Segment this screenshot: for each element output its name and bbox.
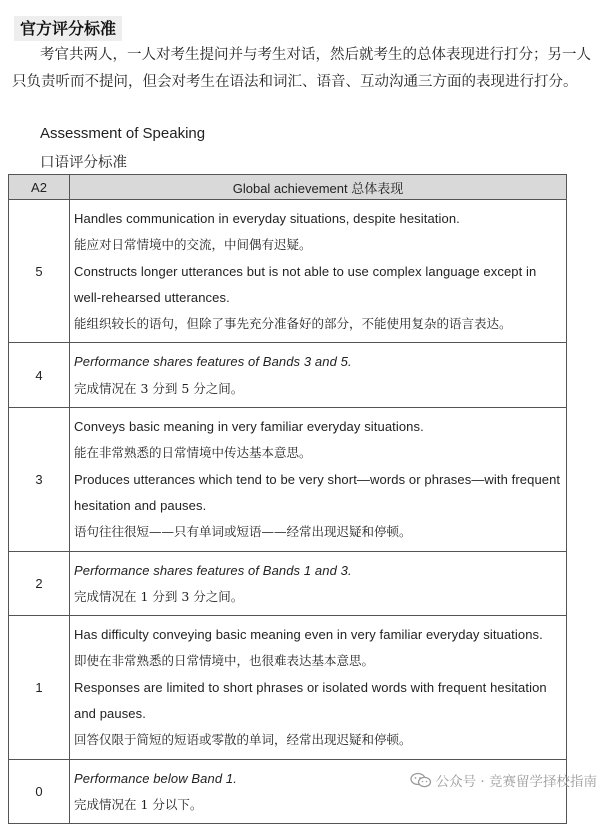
band-descriptor: [70, 551, 567, 616]
table-row: [9, 408, 567, 551]
watermark: [410, 770, 597, 790]
band-descriptor: [70, 616, 567, 759]
table-row: [9, 343, 567, 408]
table-row: [9, 759, 567, 824]
table-row: [9, 200, 567, 343]
table-row: [9, 616, 567, 759]
descriptor-line-zh: 完成情况在 1 分到 3 分之间。: [74, 588, 244, 604]
subheading-zh: 口语评分标准: [40, 155, 127, 171]
rubric-table: [8, 174, 567, 824]
descriptor-line-en: Performance below Band 1.: [74, 770, 237, 786]
band-score: 2: [9, 551, 70, 616]
descriptor-line-en: Responses are limited to short phrases or isolated words with frequent hesitation: [74, 679, 547, 695]
watermark-text: 公众号 · 竞赛留学择校指南: [435, 774, 597, 790]
descriptor-line-en: Performance shares features of Bands 1 and 3.: [74, 562, 352, 578]
descriptor-line-en: hesitation and pauses.: [74, 497, 207, 513]
band-score: 5: [9, 200, 70, 343]
descriptor-line-en: Handles communication in everyday situations, despite hesitation.: [74, 211, 460, 226]
page-title-wrap: [14, 16, 122, 41]
band-score: 1: [9, 616, 70, 759]
descriptor-line-zh: 即使在非常熟悉的日常情境中，也很难表达基本意思。: [74, 653, 375, 669]
header-band: A2: [9, 175, 70, 200]
subheading-en: Assessment of Speaking: [40, 125, 206, 142]
descriptor-line-zh: 完成情况在 1 分以下。: [74, 796, 203, 812]
band-score: 0: [9, 759, 70, 824]
band-score: 4: [9, 343, 70, 408]
descriptor-line-zh: 能应对日常情境中的交流，中间偶有迟疑。: [74, 237, 312, 253]
descriptor-line-en: and pauses.: [74, 706, 146, 722]
descriptor-line-zh: 能在非常熟悉的日常情境中传达基本意思。: [74, 445, 312, 461]
descriptor-line-en: Has difficulty conveying basic meaning even in very familiar everyday situations.: [74, 627, 543, 643]
descriptor-line-en: Produces utterances which tend to be very short—words or phrases—with frequent: [74, 471, 561, 487]
descriptor-line-en: Conveys basic meaning in very familiar everyday situations.: [74, 419, 424, 435]
band-descriptor: [70, 343, 567, 408]
wechat-icon: [410, 772, 432, 788]
descriptor-line-zh: 语句往往很短——只有单词或短语——经常出现迟疑和停顿。: [74, 524, 412, 540]
page-title: 官方评分标准: [14, 16, 122, 41]
descriptor-line-zh: 回答仅限于简短的短语或零散的单词，经常出现迟疑和停顿。: [74, 732, 412, 748]
rubric-body: [9, 200, 567, 824]
band-descriptor: [70, 408, 567, 551]
table-header-row: [9, 175, 567, 200]
band-descriptor: [70, 759, 567, 824]
table-row: [9, 551, 567, 616]
descriptor-line-zh: 能组织较长的语句，但除了事先充分准备好的部分，不能使用复杂的语言表达。: [74, 316, 512, 332]
descriptor-line-en: Performance shares features of Bands 3 and 5.: [74, 354, 352, 370]
intro-paragraph: 考官共两人，一人对考生提问并与考生对话，然后就考生的总体表现进行打分；另一人只负责听而不提问，但会对考生在语法和词汇、语音、互动沟通三方面的表现进行打分。: [12, 47, 591, 90]
descriptor-line-zh: 完成情况在 3 分到 5 分之间。: [74, 380, 244, 396]
descriptor-line-en: Constructs longer utterances but is not able to use complex language except in: [74, 263, 537, 279]
header-descriptor: Global achievement 总体表现: [70, 175, 567, 200]
descriptor-line-en: well-rehearsed utterances.: [74, 289, 230, 305]
band-score: 3: [9, 408, 70, 551]
band-descriptor: [70, 200, 567, 343]
